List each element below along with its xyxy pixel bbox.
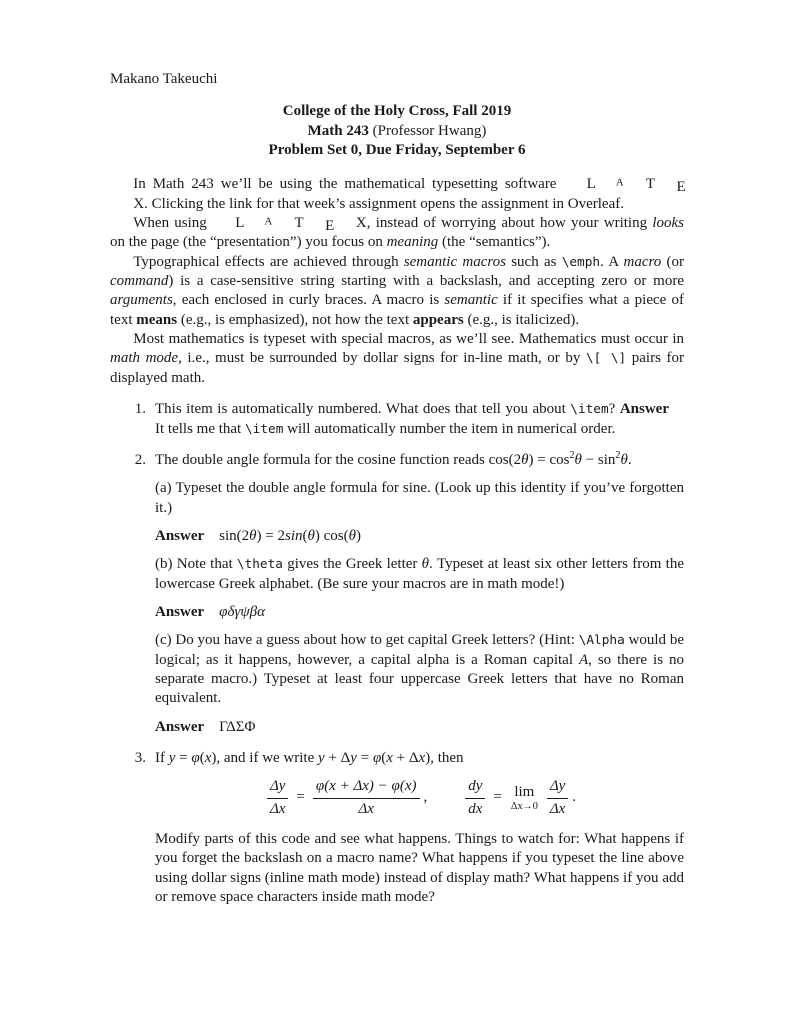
problem-2b-text: (b) Note that \theta gives the Greek letter θ. Typeset at least six other letters from the lowercase Greek alphabet. (Be sure your macros are in math mode!) bbox=[155, 556, 684, 592]
problem-2b-answer: Answer φδγψβα bbox=[155, 603, 266, 620]
intro-paragraph-1: In Math 243 we’ll be using the mathematical typesetting software L A T EX. Clicking the link for that week’s assignment opens the assignment in Overleaf. bbox=[110, 175, 684, 214]
latex-logo: L A T E X bbox=[235, 215, 367, 235]
item-number-1: 1. bbox=[134, 401, 146, 418]
fraction-numerator: Δy bbox=[267, 777, 288, 798]
fraction-numerator: dy bbox=[465, 777, 485, 798]
title-line-course bbox=[110, 122, 684, 141]
fraction-denominator: Δx bbox=[358, 800, 374, 817]
title-block bbox=[110, 102, 684, 160]
title-line-problem-set: Problem Set 0, Due Friday, September 6 bbox=[268, 142, 526, 159]
problem-2a-answer: Answer sin(2θ) = 2sin(θ) cos(θ) bbox=[155, 527, 362, 544]
fraction-numerator: Δy bbox=[547, 777, 568, 798]
problem-1-text: This item is automatically numbered. What does that tell you about \item? Answer It tells me that \item will automatically number the item in numerical order. bbox=[155, 401, 684, 437]
problem-item-1 bbox=[110, 400, 684, 439]
item-number-2: 2. bbox=[134, 451, 146, 468]
intro-paragraph-3: Typographical effects are achieved through semantic macros such as \emph. A macro (or command) is a case-sensitive string starting with a backslash, and accepting zero or more arguments, each enclosed in curly braces. A macro is semantic if it specifies what a piece of text means (e.g., is emphasized), not how the text appears (e.g., is italicized). bbox=[110, 253, 684, 328]
equals-sign: = bbox=[296, 789, 305, 806]
period: . bbox=[572, 789, 577, 806]
problem-2-intro: The double angle formula for the cosine function reads $\cos(2\theta) = \cos^2\theta - \sin^2\theta$. bbox=[155, 449, 632, 468]
problem-2a-text: (a) Typeset the double angle formula for sine. (Look up this identity if you’ve forgotten it.) bbox=[155, 480, 684, 516]
limit-subscript: Δx→0 bbox=[510, 800, 538, 812]
item-number-3: 3. bbox=[134, 749, 146, 766]
item-body-2 bbox=[155, 451, 684, 737]
problem-2c-answer: Answer ΓΔΣΦ bbox=[155, 718, 256, 735]
fraction-denominator: Δx bbox=[269, 800, 286, 817]
problem-list bbox=[110, 400, 684, 907]
fraction-dy-over-dx bbox=[465, 777, 485, 819]
intro-paragraph-4: Most mathematics is typeset with special macros, as we’ll see. Mathematics must occur in math mode, i.e., must be surrounded by dollar signs for in-line math, or by \[ \] pairs for displayed math. bbox=[110, 331, 684, 386]
item-body-1 bbox=[155, 400, 684, 439]
problem-item-3 bbox=[110, 749, 684, 907]
problem-2c-text: (c) Do you have a guess about how to get capital Greek letters? (Hint: \Alpha would be logical; as it happens, however, a capital alpha is a Roman capital A, so there is no separate macro.) Typeset at least four uppercase Greek letters that have no Roman equivalent. bbox=[155, 632, 684, 707]
intro-paragraph-2: When using L A T E X, instead of worrying about how your writing looks on the page (the “presentation”) you focus on meaning (the “semantics”). bbox=[110, 215, 684, 251]
fraction-numerator: φ(x + Δx) − φ(x) bbox=[313, 777, 420, 798]
author-name: Makano Takeuchi bbox=[110, 71, 218, 87]
professor-name: (Professor Hwang) bbox=[368, 122, 487, 139]
limit-operator bbox=[511, 785, 538, 812]
fraction-difference-quotient bbox=[313, 777, 420, 819]
problem-3-closing: Modify parts of this code and see what happens. Things to watch for: What happens if you forget the backslash on a macro name? What happens if you typeset the line above using dollar signs (inline math mode) instead of display math? What happens if you add or remove space characters inside math mode? bbox=[155, 831, 684, 906]
item-body-3 bbox=[155, 749, 684, 907]
equals-sign: = bbox=[493, 789, 502, 806]
fraction-delta-y-over-delta-x bbox=[267, 777, 288, 819]
fraction-denominator: dx bbox=[468, 800, 483, 817]
problem-3-intro: If y = φ(x), and if we write y + Δy = φ(x + Δx), then bbox=[155, 749, 464, 766]
limit-label: lim bbox=[514, 783, 535, 800]
problem-item-2 bbox=[110, 451, 684, 737]
latex-logo: L A T EX bbox=[133, 176, 686, 212]
fraction-denominator: Δx bbox=[549, 800, 566, 817]
course-number: Math 243 bbox=[307, 122, 369, 139]
display-equation bbox=[155, 777, 684, 819]
comma: , bbox=[423, 789, 428, 806]
fraction-delta-y-over-delta-x-limit bbox=[547, 777, 568, 819]
title-line-school: College of the Holy Cross, Fall 2019 bbox=[282, 103, 512, 120]
